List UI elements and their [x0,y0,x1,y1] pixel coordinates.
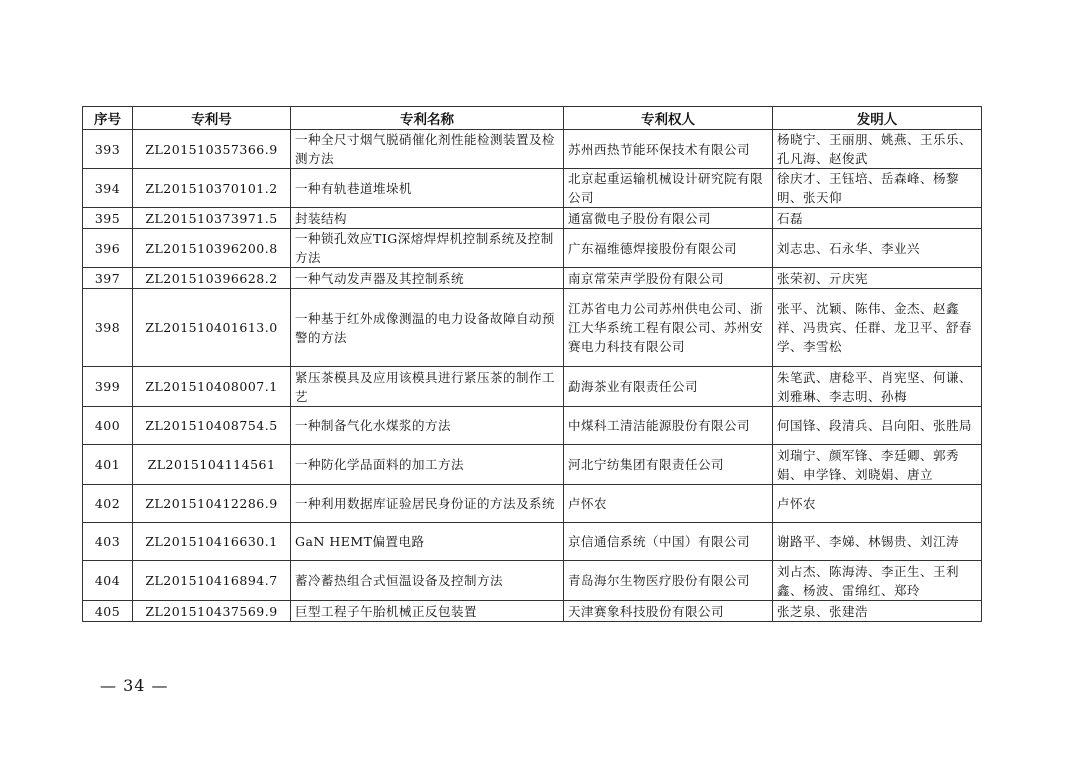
cell-inventors: 刘占杰、陈海涛、李正生、王利鑫、杨波、雷绵红、郑玲 [773,561,982,601]
table-row [83,407,982,445]
cell-patentee: 南京常荣声学股份有限公司 [564,268,773,289]
cell-patent-number: ZL201510370101.2 [133,169,291,208]
table-row [83,601,982,622]
cell-serial: 395 [83,208,133,229]
cell-patent-number: ZL201510373971.5 [133,208,291,229]
cell-patent-name: 一种基于红外成像测温的电力设备故障自动预警的方法 [291,289,564,367]
cell-patent-number: ZL201510416630.1 [133,523,291,561]
cell-patentee: 河北宁纺集团有限责任公司 [564,445,773,485]
cell-patent-number: ZL201510416894.7 [133,561,291,601]
table-body [83,130,982,622]
cell-inventors: 朱笔武、唐稔平、肖宪坚、何谦、刘雅琳、李志明、孙梅 [773,367,982,407]
cell-patent-name: 紧压茶模具及应用该模具进行紧压茶的制作工艺 [291,367,564,407]
table-row [83,208,982,229]
table-header-row [83,107,982,130]
cell-serial: 397 [83,268,133,289]
cell-patent-name: GaN HEMT偏置电路 [291,523,564,561]
table-row [83,561,982,601]
cell-inventors: 张荣初、亓庆宪 [773,268,982,289]
cell-patentee: 广东福维德焊接股份有限公司 [564,229,773,268]
cell-patent-number: ZL201510396200.8 [133,229,291,268]
cell-serial: 394 [83,169,133,208]
table-row [83,268,982,289]
cell-serial: 396 [83,229,133,268]
header-patentee: 专利权人 [564,107,773,130]
cell-serial: 401 [83,445,133,485]
page-number: — 34 — [100,676,169,695]
cell-serial: 400 [83,407,133,445]
cell-patentee: 天津赛象科技股份有限公司 [564,601,773,622]
cell-patent-name: 蓄冷蓄热组合式恒温设备及控制方法 [291,561,564,601]
cell-patent-number: ZL201510396628.2 [133,268,291,289]
cell-serial: 398 [83,289,133,367]
cell-patent-number: ZL201510401613.0 [133,289,291,367]
cell-patent-name: 一种全尺寸烟气脱硝催化剂性能检测装置及检测方法 [291,130,564,169]
cell-patentee: 勐海茶业有限责任公司 [564,367,773,407]
cell-inventors: 刘志忠、石永华、李业兴 [773,229,982,268]
table-row [83,445,982,485]
table-row [83,289,982,367]
cell-patentee: 青岛海尔生物医疗股份有限公司 [564,561,773,601]
cell-serial: 399 [83,367,133,407]
cell-patentee: 北京起重运输机械设计研究院有限公司 [564,169,773,208]
table-row [83,169,982,208]
cell-inventors: 张芝泉、张建浩 [773,601,982,622]
table-row [83,229,982,268]
cell-inventors: 杨晓宁、王丽朋、姚燕、王乐乐、孔凡海、赵俊武 [773,130,982,169]
cell-serial: 405 [83,601,133,622]
patent-table [82,106,982,622]
cell-patent-name: 一种防化学品面料的加工方法 [291,445,564,485]
header-patent-number: 专利号 [133,107,291,130]
cell-patentee: 卢怀农 [564,485,773,523]
cell-serial: 393 [83,130,133,169]
cell-serial: 404 [83,561,133,601]
cell-patent-name: 一种利用数据库证验居民身份证的方法及系统 [291,485,564,523]
table-row [83,523,982,561]
cell-patent-name: 一种制备气化水煤浆的方法 [291,407,564,445]
cell-patent-name: 一种气动发声器及其控制系统 [291,268,564,289]
table-row [83,485,982,523]
cell-serial: 402 [83,485,133,523]
cell-serial: 403 [83,523,133,561]
cell-patentee: 中煤科工清洁能源股份有限公司 [564,407,773,445]
cell-patent-number: ZL201510408754.5 [133,407,291,445]
cell-inventors: 刘瑞宁、颜军锋、李廷卿、郭秀娟、申学锋、刘晓娟、唐立 [773,445,982,485]
cell-patentee: 苏州西热节能环保技术有限公司 [564,130,773,169]
cell-patent-name: 巨型工程子午胎机械正反包装置 [291,601,564,622]
header-patent-name: 专利名称 [291,107,564,130]
cell-inventors: 徐庆才、王钰培、岳森峰、杨黎明、张天仰 [773,169,982,208]
cell-patentee: 京信通信系统（中国）有限公司 [564,523,773,561]
cell-inventors: 张平、沈颖、陈伟、金杰、赵鑫祥、冯贵宾、任群、龙卫平、舒春学、李雪松 [773,289,982,367]
cell-inventors: 卢怀农 [773,485,982,523]
cell-patent-number: ZL201510408007.1 [133,367,291,407]
cell-inventors: 谢路平、李娣、林锡贵、刘江涛 [773,523,982,561]
cell-patent-name: 一种锁孔效应TIG深熔焊焊机控制系统及控制方法 [291,229,564,268]
cell-patentee: 江苏省电力公司苏州供电公司、浙江大华系统工程有限公司、苏州安赛电力科技有限公司 [564,289,773,367]
table-row [83,367,982,407]
cell-patent-number: ZL201510412286.9 [133,485,291,523]
header-inventors: 发明人 [773,107,982,130]
cell-inventors: 石磊 [773,208,982,229]
cell-patent-number: ZL201510437569.9 [133,601,291,622]
header-serial: 序号 [83,107,133,130]
cell-patentee: 通富微电子股份有限公司 [564,208,773,229]
cell-inventors: 何国锋、段清兵、吕向阳、张胜局 [773,407,982,445]
table-row [83,130,982,169]
cell-patent-name: 一种有轨巷道堆垛机 [291,169,564,208]
cell-patent-name: 封装结构 [291,208,564,229]
cell-patent-number: ZL201510357366.9 [133,130,291,169]
cell-patent-number: ZL2015104114561 [133,445,291,485]
